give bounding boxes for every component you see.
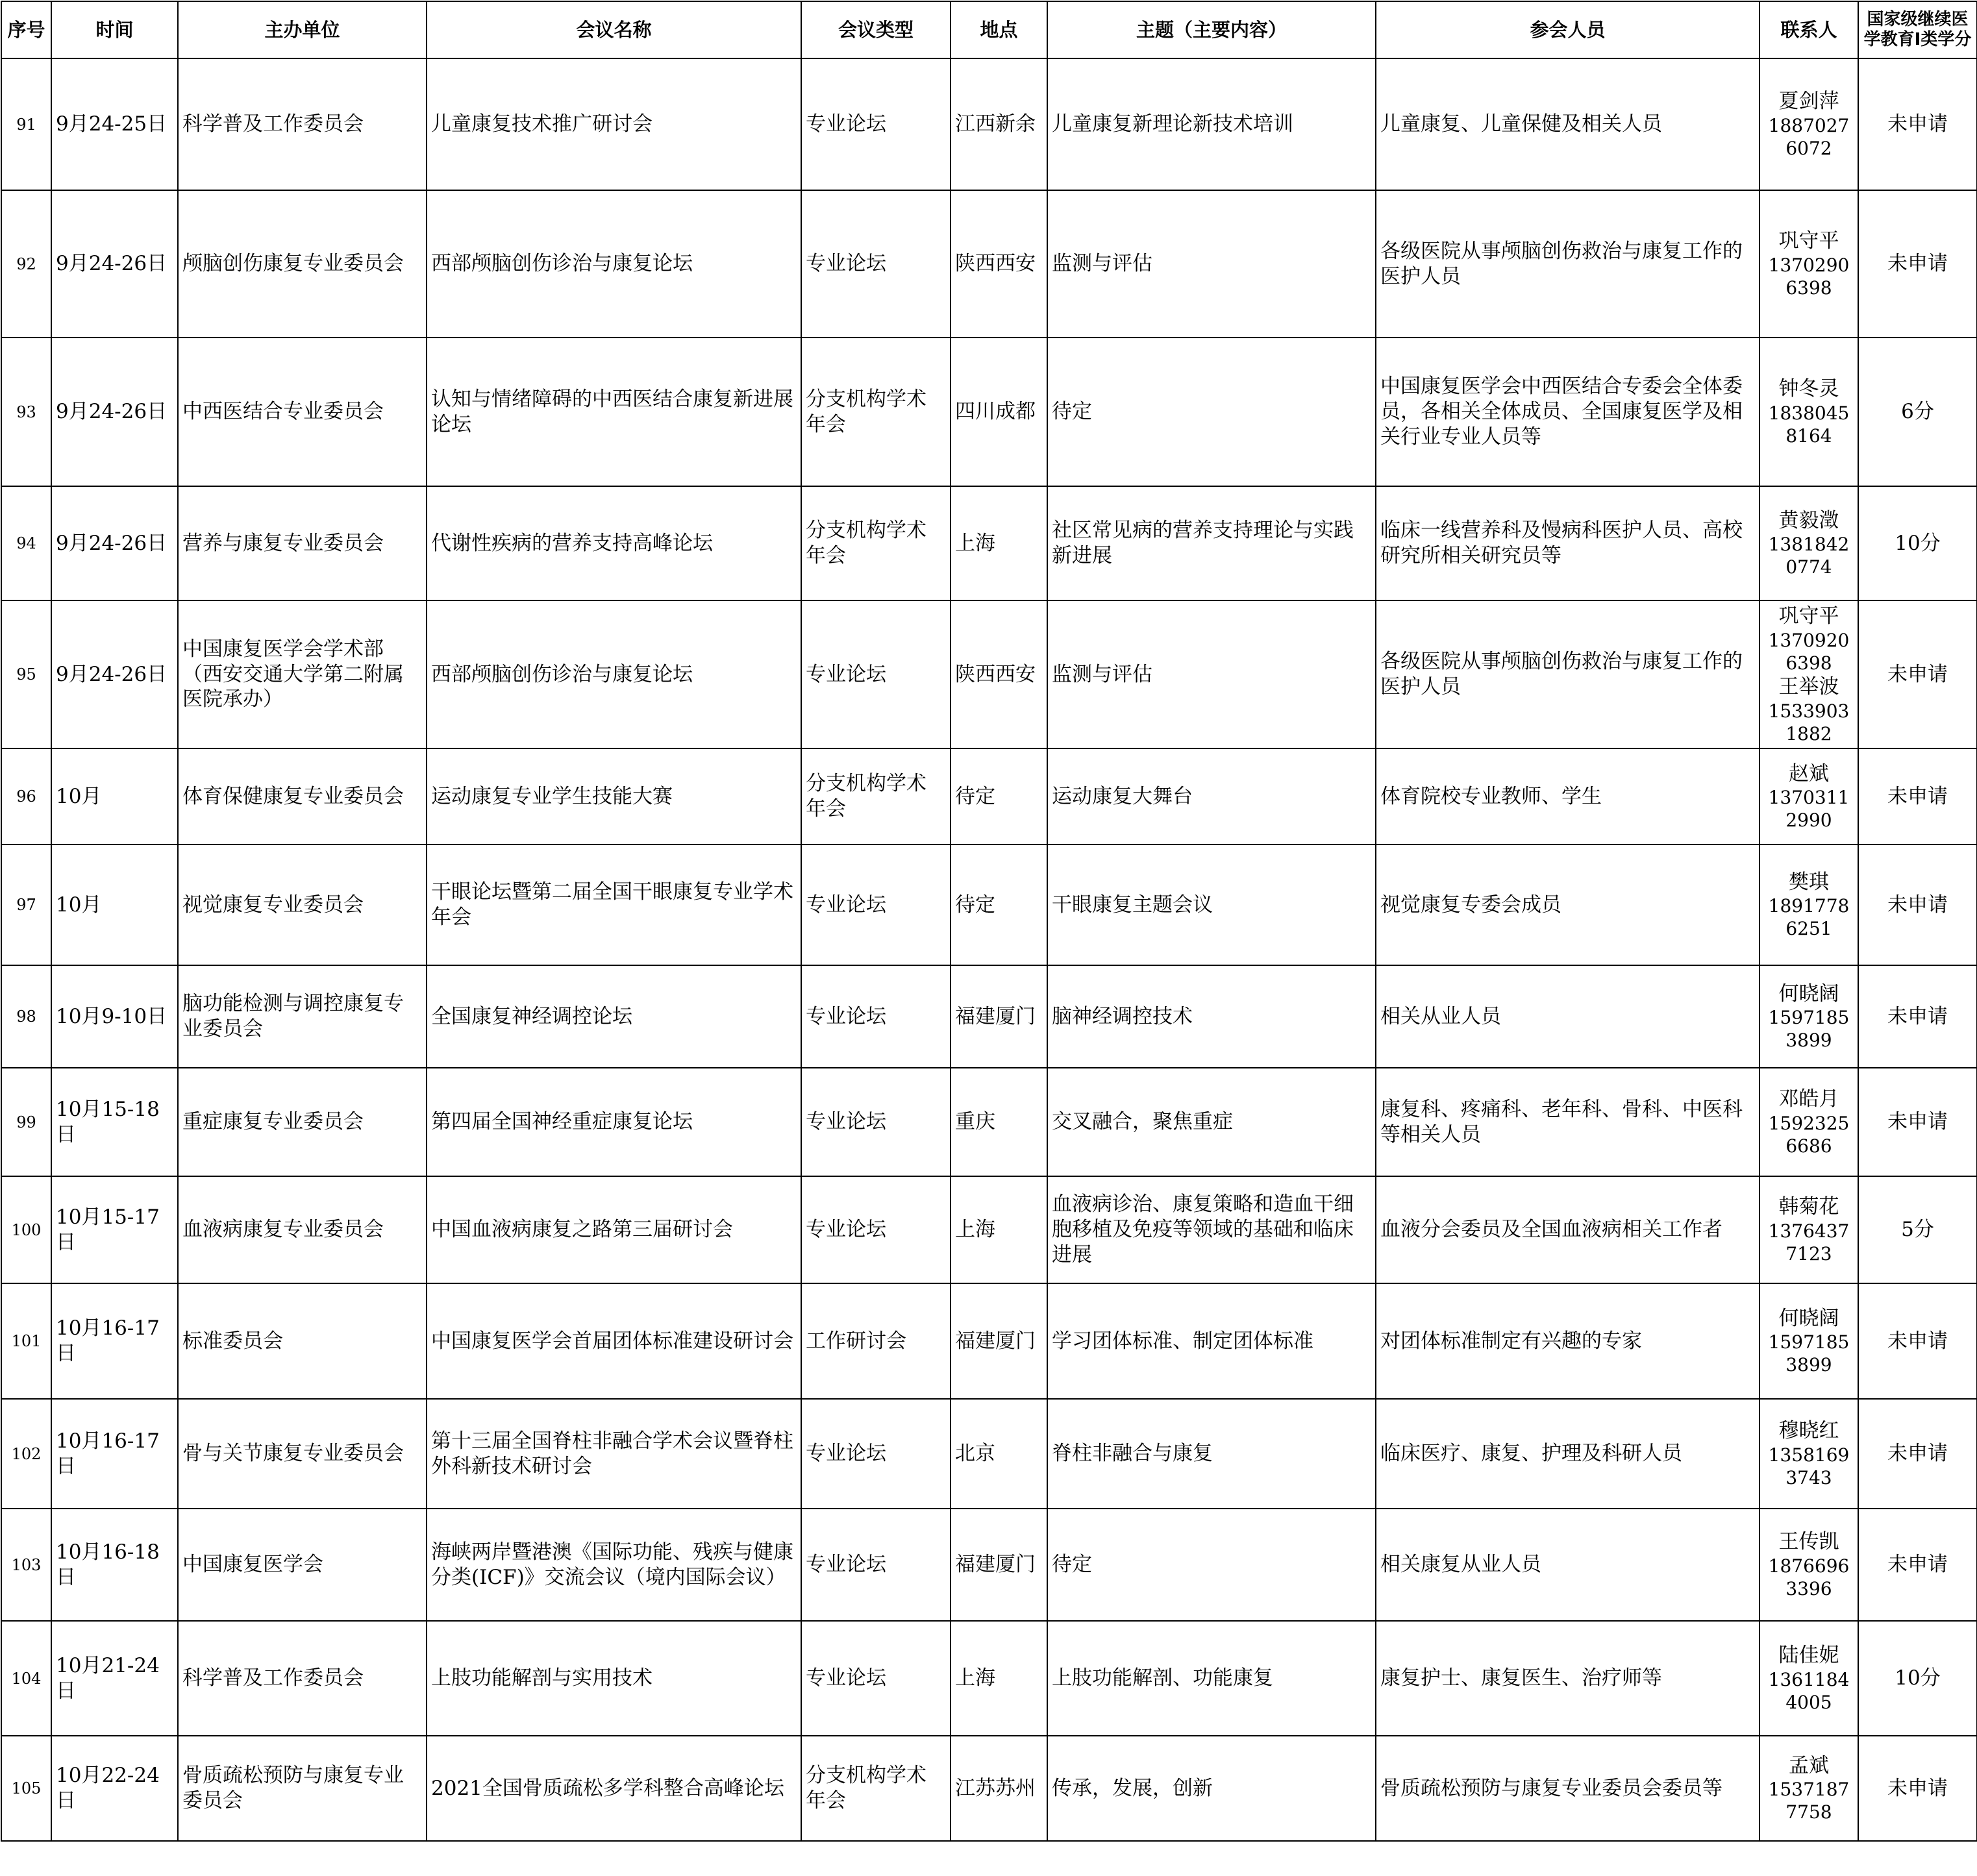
cell-meeting-type: 专业论坛: [801, 600, 951, 748]
cell-contact: [1759, 338, 1858, 486]
cell-contact: [1759, 1283, 1858, 1399]
cell-time: 10月21-24日: [51, 1621, 178, 1736]
cell-credit: 未申请: [1858, 190, 1977, 338]
cell-meeting-name: 认知与情绪障碍的中西医结合康复新进展论坛: [427, 338, 801, 486]
cell-organizer: 骨质疏松预防与康复专业委员会: [178, 1736, 427, 1841]
cell-location: 上海: [951, 486, 1047, 600]
contact-phone: 18766963396: [1768, 1555, 1850, 1599]
contact-name: 黄毅澂: [1778, 508, 1839, 532]
cell-meeting-type: 专业论坛: [801, 1399, 951, 1509]
table-row: [1, 965, 1977, 1068]
cell-meeting-name: 西部颅脑创伤诊治与康复论坛: [427, 600, 801, 748]
contact-phone: 15971853899: [1768, 1007, 1850, 1052]
contact-name: 夏剑萍: [1778, 90, 1839, 114]
contact-name: 孟斌: [1789, 1753, 1829, 1777]
cell-organizer: 重症康复专业委员会: [178, 1068, 427, 1176]
cell-location: 陕西西安: [951, 600, 1047, 748]
contact-phone: 13581693743: [1768, 1444, 1850, 1488]
cell-location: 北京: [951, 1399, 1047, 1509]
cell-credit: 未申请: [1858, 1068, 1977, 1176]
cell-time: 9月24-26日: [51, 190, 178, 338]
header-row: [1, 1, 1977, 58]
cell-time: 10月15-17日: [51, 1176, 178, 1283]
table-row: [1, 600, 1977, 748]
cell-theme: 干眼康复主题会议: [1047, 845, 1376, 965]
cell-contact: [1759, 1399, 1858, 1509]
cell-contact: [1759, 965, 1858, 1068]
cell-location: 陕西西安: [951, 190, 1047, 338]
contact-phone: 13818420774: [1768, 534, 1850, 578]
cell-meeting-name: 2021全国骨质疏松多学科整合高峰论坛: [427, 1736, 801, 1841]
cell-organizer: 脑功能检测与调控康复专业委员会: [178, 965, 427, 1068]
cell-participants: 康复护士、康复医生、治疗师等: [1376, 1621, 1759, 1736]
contact-phone: 13702906398: [1768, 254, 1850, 299]
cell-seq: 100: [1, 1176, 51, 1283]
cell-meeting-name: 西部颅脑创伤诊治与康复论坛: [427, 190, 801, 338]
cell-theme: 脑神经调控技术: [1047, 965, 1376, 1068]
contact-phone: 18917786251: [1768, 895, 1850, 940]
cell-credit: 未申请: [1858, 1736, 1977, 1841]
contact-phone: 15923256686: [1768, 1112, 1850, 1157]
cell-time: 10月16-18日: [51, 1509, 178, 1621]
cell-participants: 体育院校专业教师、学生: [1376, 748, 1759, 845]
cell-time: 9月24-26日: [51, 486, 178, 600]
cell-contact: [1759, 600, 1858, 748]
cell-location: 待定: [951, 845, 1047, 965]
cell-credit: 未申请: [1858, 1283, 1977, 1399]
contact-name: 赵斌: [1789, 761, 1829, 785]
cell-time: 9月24-25日: [51, 58, 178, 190]
contact-phone: 15971853899: [1768, 1331, 1850, 1376]
cell-theme: 交叉融合，聚焦重症: [1047, 1068, 1376, 1176]
table-row: [1, 1621, 1977, 1736]
table-row: [1, 1399, 1977, 1509]
cell-meeting-type: 分支机构学术年会: [801, 748, 951, 845]
cell-seq: 97: [1, 845, 51, 965]
cell-meeting-name: 儿童康复技术推广研讨会: [427, 58, 801, 190]
cell-meeting-type: 专业论坛: [801, 190, 951, 338]
cell-location: 福建厦门: [951, 965, 1047, 1068]
contact-phone: 18870276072: [1768, 114, 1850, 159]
cell-credit: 未申请: [1858, 748, 1977, 845]
cell-organizer: 科学普及工作委员会: [178, 58, 427, 190]
cell-credit: 未申请: [1858, 965, 1977, 1068]
cell-credit: 10分: [1858, 1621, 1977, 1736]
cell-theme: 监测与评估: [1047, 600, 1376, 748]
cell-contact: [1759, 845, 1858, 965]
cell-credit: 未申请: [1858, 600, 1977, 748]
table-row: [1, 1176, 1977, 1283]
cell-time: 10月: [51, 845, 178, 965]
contact-name: 巩守平: [1778, 604, 1839, 628]
contact-name: 何晓阔: [1778, 981, 1839, 1006]
cell-location: 江苏苏州: [951, 1736, 1047, 1841]
cell-meeting-type: 专业论坛: [801, 965, 951, 1068]
contact-name: 韩菊花: [1778, 1195, 1839, 1219]
contact-name: 陆佳妮: [1778, 1644, 1839, 1668]
contact-phone: 15371877758: [1768, 1779, 1850, 1823]
cell-organizer: 体育保健康复专业委员会: [178, 748, 427, 845]
cell-meeting-name: 海峡两岸暨港澳《国际功能、残疾与健康分类(ICF)》交流会议（境内国际会议）: [427, 1509, 801, 1621]
table-row: [1, 1283, 1977, 1399]
cell-theme: 儿童康复新理论新技术培训: [1047, 58, 1376, 190]
contact-name: 穆晓红: [1778, 1419, 1839, 1443]
cell-credit: 6分: [1858, 338, 1977, 486]
cell-meeting-name: 运动康复专业学生技能大赛: [427, 748, 801, 845]
cell-seq: 101: [1, 1283, 51, 1399]
cell-meeting-name: 干眼论坛暨第二届全国干眼康复专业学术年会: [427, 845, 801, 965]
contact-name: 王举波: [1778, 675, 1839, 698]
header-theme: 主题（主要内容）: [1047, 1, 1376, 58]
cell-seq: 104: [1, 1621, 51, 1736]
cell-theme: 待定: [1047, 338, 1376, 486]
cell-theme: 上肢功能解剖、功能康复: [1047, 1621, 1376, 1736]
cell-location: 重庆: [951, 1068, 1047, 1176]
contact-name: 钟冬灵: [1778, 377, 1839, 401]
cell-organizer: 视觉康复专业委员会: [178, 845, 427, 965]
cell-seq: 93: [1, 338, 51, 486]
cell-participants: 血液分会委员及全国血液病相关工作者: [1376, 1176, 1759, 1283]
cell-participants: 视觉康复专委会成员: [1376, 845, 1759, 965]
table-row: [1, 486, 1977, 600]
table-row: [1, 190, 1977, 338]
cell-contact: [1759, 1068, 1858, 1176]
contact-name: 巩守平: [1778, 229, 1839, 253]
cell-organizer: 科学普及工作委员会: [178, 1621, 427, 1736]
cell-participants: 相关从业人员: [1376, 965, 1759, 1068]
cell-meeting-type: 专业论坛: [801, 1509, 951, 1621]
cell-meeting-type: 专业论坛: [801, 58, 951, 190]
cell-seq: 91: [1, 58, 51, 190]
contact-phone: 15339031882: [1768, 700, 1850, 745]
cell-participants: 临床一线营养科及慢病科医护人员、高校研究所相关研究员等: [1376, 486, 1759, 600]
contact-phone: 18380458164: [1768, 402, 1850, 447]
cell-seq: 99: [1, 1068, 51, 1176]
cell-contact: [1759, 1736, 1858, 1841]
table-row: [1, 1736, 1977, 1841]
cell-time: 10月16-17日: [51, 1399, 178, 1509]
cell-theme: 运动康复大舞台: [1047, 748, 1376, 845]
cell-credit: 未申请: [1858, 1399, 1977, 1509]
contact-phone: 13703112990: [1768, 787, 1850, 832]
cell-theme: 学习团体标准、制定团体标准: [1047, 1283, 1376, 1399]
cell-meeting-name: 上肢功能解剖与实用技术: [427, 1621, 801, 1736]
cell-seq: 98: [1, 965, 51, 1068]
cell-meeting-type: 工作研讨会: [801, 1283, 951, 1399]
cell-seq: 96: [1, 748, 51, 845]
cell-credit: 未申请: [1858, 845, 1977, 965]
cell-meeting-type: 分支机构学术年会: [801, 338, 951, 486]
cell-location: 上海: [951, 1621, 1047, 1736]
cell-seq: 92: [1, 190, 51, 338]
table-row: [1, 1509, 1977, 1621]
cell-seq: 103: [1, 1509, 51, 1621]
cell-organizer: 血液病康复专业委员会: [178, 1176, 427, 1283]
cell-seq: 102: [1, 1399, 51, 1509]
cell-time: 9月24-26日: [51, 338, 178, 486]
table-row: [1, 1068, 1977, 1176]
cell-credit: 未申请: [1858, 1509, 1977, 1621]
cell-contact: [1759, 190, 1858, 338]
cell-contact: [1759, 486, 1858, 600]
table-row: [1, 845, 1977, 965]
contact-phone: 13709206398: [1768, 630, 1850, 674]
cell-contact: [1759, 748, 1858, 845]
cell-participants: 各级医院从事颅脑创伤救治与康复工作的医护人员: [1376, 600, 1759, 748]
header-contact: 联系人: [1759, 1, 1858, 58]
table-body: [1, 58, 1977, 1841]
cell-participants: 临床医疗、康复、护理及科研人员: [1376, 1399, 1759, 1509]
cell-time: 10月22-24日: [51, 1736, 178, 1841]
header-seq: 序号: [1, 1, 51, 58]
cell-meeting-type: 分支机构学术年会: [801, 1736, 951, 1841]
cell-meeting-name: 全国康复神经调控论坛: [427, 965, 801, 1068]
cell-theme: 社区常见病的营养支持理论与实践新进展: [1047, 486, 1376, 600]
header-location: 地点: [951, 1, 1047, 58]
header-participants: 参会人员: [1376, 1, 1759, 58]
cell-meeting-name: 第四届全国神经重症康复论坛: [427, 1068, 801, 1176]
cell-theme: 血液病诊治、康复策略和造血干细胞移植及免疫等领域的基础和临床进展: [1047, 1176, 1376, 1283]
cell-contact: [1759, 1621, 1858, 1736]
header-organizer: 主办单位: [178, 1, 427, 58]
cell-participants: 相关康复从业人员: [1376, 1509, 1759, 1621]
conference-schedule-table: [1, 1, 1977, 1842]
cell-theme: 待定: [1047, 1509, 1376, 1621]
cell-organizer: 中西医结合专业委员会: [178, 338, 427, 486]
cell-time: 10月: [51, 748, 178, 845]
cell-location: 上海: [951, 1176, 1047, 1283]
contact-phone: 13611844005: [1768, 1668, 1850, 1713]
header-time: 时间: [51, 1, 178, 58]
cell-meeting-type: 分支机构学术年会: [801, 486, 951, 600]
cell-theme: 监测与评估: [1047, 190, 1376, 338]
cell-seq: 105: [1, 1736, 51, 1841]
contact-name: 樊琪: [1789, 870, 1829, 894]
table-row: [1, 338, 1977, 486]
table-row: [1, 58, 1977, 190]
cell-meeting-name: 代谢性疾病的营养支持高峰论坛: [427, 486, 801, 600]
cell-theme: 脊柱非融合与康复: [1047, 1399, 1376, 1509]
cell-participants: 对团体标准制定有兴趣的专家: [1376, 1283, 1759, 1399]
cell-theme: 传承，发展，创新: [1047, 1736, 1376, 1841]
cell-time: 10月9-10日: [51, 965, 178, 1068]
cell-location: 四川成都: [951, 338, 1047, 486]
cell-meeting-type: 专业论坛: [801, 1621, 951, 1736]
cell-meeting-name: 第十三届全国脊柱非融合学术会议暨脊柱外科新技术研讨会: [427, 1399, 801, 1509]
cell-organizer: 骨与关节康复专业委员会: [178, 1399, 427, 1509]
cell-credit: 未申请: [1858, 58, 1977, 190]
cell-participants: 儿童康复、儿童保健及相关人员: [1376, 58, 1759, 190]
cell-credit: 10分: [1858, 486, 1977, 600]
cell-organizer: 颅脑创伤康复专业委员会: [178, 190, 427, 338]
cell-meeting-type: 专业论坛: [801, 845, 951, 965]
cell-time: 10月16-17日: [51, 1283, 178, 1399]
cell-organizer: 中国康复医学会学术部（西安交通大学第二附属医院承办）: [178, 600, 427, 748]
cell-meeting-name: 中国血液病康复之路第三届研讨会: [427, 1176, 801, 1283]
cell-participants: 各级医院从事颅脑创伤救治与康复工作的医护人员: [1376, 190, 1759, 338]
cell-location: 待定: [951, 748, 1047, 845]
cell-meeting-type: 专业论坛: [801, 1176, 951, 1283]
cell-participants: 骨质疏松预防与康复专业委员会委员等: [1376, 1736, 1759, 1841]
cell-location: 福建厦门: [951, 1509, 1047, 1621]
contact-phone: 13764377123: [1768, 1220, 1850, 1265]
cell-contact: [1759, 58, 1858, 190]
cell-credit: 5分: [1858, 1176, 1977, 1283]
cell-organizer: 标准委员会: [178, 1283, 427, 1399]
cell-location: 福建厦门: [951, 1283, 1047, 1399]
header-meeting-type: 会议类型: [801, 1, 951, 58]
contact-name: 何晓阔: [1778, 1306, 1839, 1330]
cell-time: 10月15-18日: [51, 1068, 178, 1176]
cell-meeting-name: 中国康复医学会首届团体标准建设研讨会: [427, 1283, 801, 1399]
table-row: [1, 748, 1977, 845]
cell-meeting-type: 专业论坛: [801, 1068, 951, 1176]
cell-organizer: 营养与康复专业委员会: [178, 486, 427, 600]
cell-participants: 康复科、疼痛科、老年科、骨科、中医科等相关人员: [1376, 1068, 1759, 1176]
header-credit: 国家级继续医学教育I类学分: [1858, 1, 1977, 58]
cell-seq: 95: [1, 600, 51, 748]
cell-participants: 中国康复医学会中西医结合专委会全体委员，各相关全体成员、全国康复医学及相关行业专业人员等: [1376, 338, 1759, 486]
header-meeting-name: 会议名称: [427, 1, 801, 58]
cell-contact: [1759, 1509, 1858, 1621]
contact-name: 王传凯: [1778, 1530, 1839, 1554]
cell-location: 江西新余: [951, 58, 1047, 190]
cell-contact: [1759, 1176, 1858, 1283]
cell-time: 9月24-26日: [51, 600, 178, 748]
cell-seq: 94: [1, 486, 51, 600]
cell-organizer: 中国康复医学会: [178, 1509, 427, 1621]
contact-name: 邓皓月: [1778, 1087, 1839, 1111]
